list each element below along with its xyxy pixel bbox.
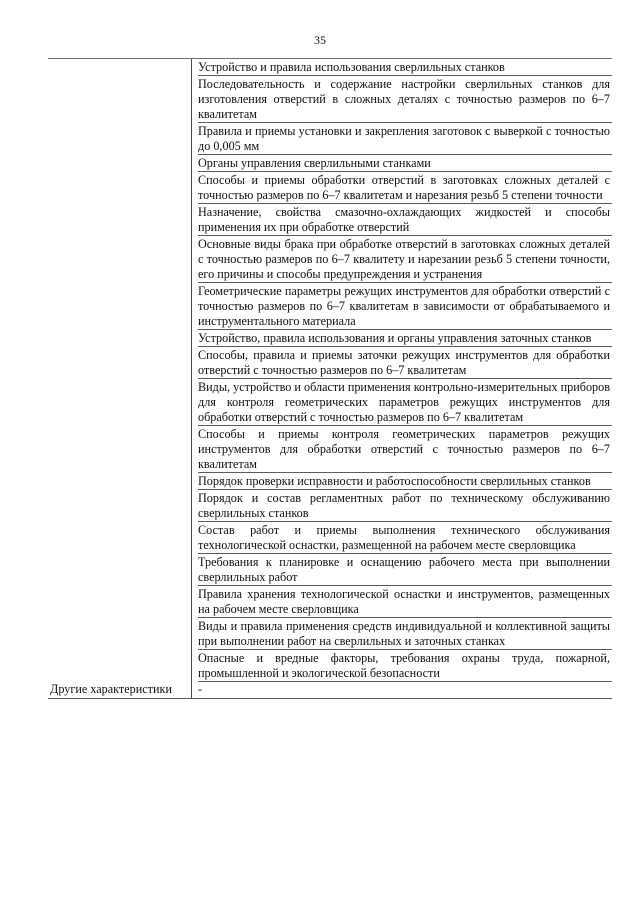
page-number: 35 — [314, 33, 326, 47]
knowledge-item: Назначение, свойства смазочно-охлаждающих жидкостей и способы применения их при обработке отверстий — [198, 205, 610, 234]
knowledge-table — [48, 58, 612, 699]
knowledge-item: Способы, правила и приемы заточки режущих инструментов для обработки отверстий с точностью размеров по 6–7 квалитетам — [198, 348, 610, 377]
column-divider — [191, 59, 192, 699]
knowledge-item: Правила хранения технологической оснастки и инструментов, размещенных на рабочем месте сверловщика — [198, 587, 610, 616]
other-characteristics-label: Другие характеристики — [50, 682, 172, 696]
other-characteristics-row — [48, 682, 612, 699]
knowledge-list — [198, 59, 612, 682]
knowledge-item: Геометрические параметры режущих инструментов для обработки отверстий с точностью размеров по 6–7 квалитетам в зависимости от обрабатываемого и инструментального материала — [198, 284, 610, 328]
knowledge-item: Способы и приемы обработки отверстий в заготовках сложных деталей с точностью размеров по 6–7 квалитетам и нарезания резьб 5 степени точности — [198, 173, 610, 202]
knowledge-item: Опасные и вредные факторы, требования охраны труда, пожарной, промышленной и экологической безопасности — [198, 651, 610, 680]
knowledge-item: Способы и приемы контроля геометрических параметров режущих инструментов для обработки отверстий с точностью размеров по 6–7 квалитетам — [198, 427, 610, 471]
column-divider — [191, 682, 192, 699]
other-characteristics-value: - — [198, 682, 203, 696]
knowledge-item: Состав работ и приемы выполнения технического обслуживания технологической оснастки, размещенной на рабочем месте сверловщика — [198, 523, 610, 552]
knowledge-item: Основные виды брака при обработке отверстий в заготовках сложных деталей с точностью размеров по 6–7 квалитету и нарезании резьб 5 степени точности, его причины и способы предупреждения и устранения — [198, 237, 610, 281]
knowledge-item: Последовательность и содержание настройки сверлильных станков для изготовления отверстий в сложных деталях с точностью размеров по 6–7 квалитетам — [198, 77, 610, 121]
knowledge-item: Требования к планировке и оснащению рабочего места при выполнении сверлильных работ — [198, 555, 610, 584]
knowledge-item: Правила и приемы установки и закрепления заготовок с выверкой с точностью до 0,005 мм — [198, 124, 610, 153]
knowledge-item: Виды и правила применения средств индивидуальной и коллективной защиты при выполнении работ на сверлильных и заточных станках — [198, 619, 610, 648]
knowledge-item: Устройство и правила использования сверлильных станков — [198, 59, 612, 76]
knowledge-item: Органы управления сверлильными станками — [198, 155, 612, 172]
knowledge-item: Виды, устройство и области применения контрольно-измерительных приборов для контроля геометрических параметров режущих инструментов для обработки отверстий с точностью размеров по 6–7 квалитетам — [198, 380, 610, 424]
knowledge-item: Порядок проверки исправности и работоспособности сверлильных станков — [198, 473, 612, 490]
knowledge-item: Порядок и состав регламентных работ по техническому обслуживанию сверлильных станков — [198, 491, 610, 520]
table-left-column — [48, 59, 189, 699]
knowledge-item: Устройство, правила использования и органы управления заточных станков — [198, 330, 612, 347]
